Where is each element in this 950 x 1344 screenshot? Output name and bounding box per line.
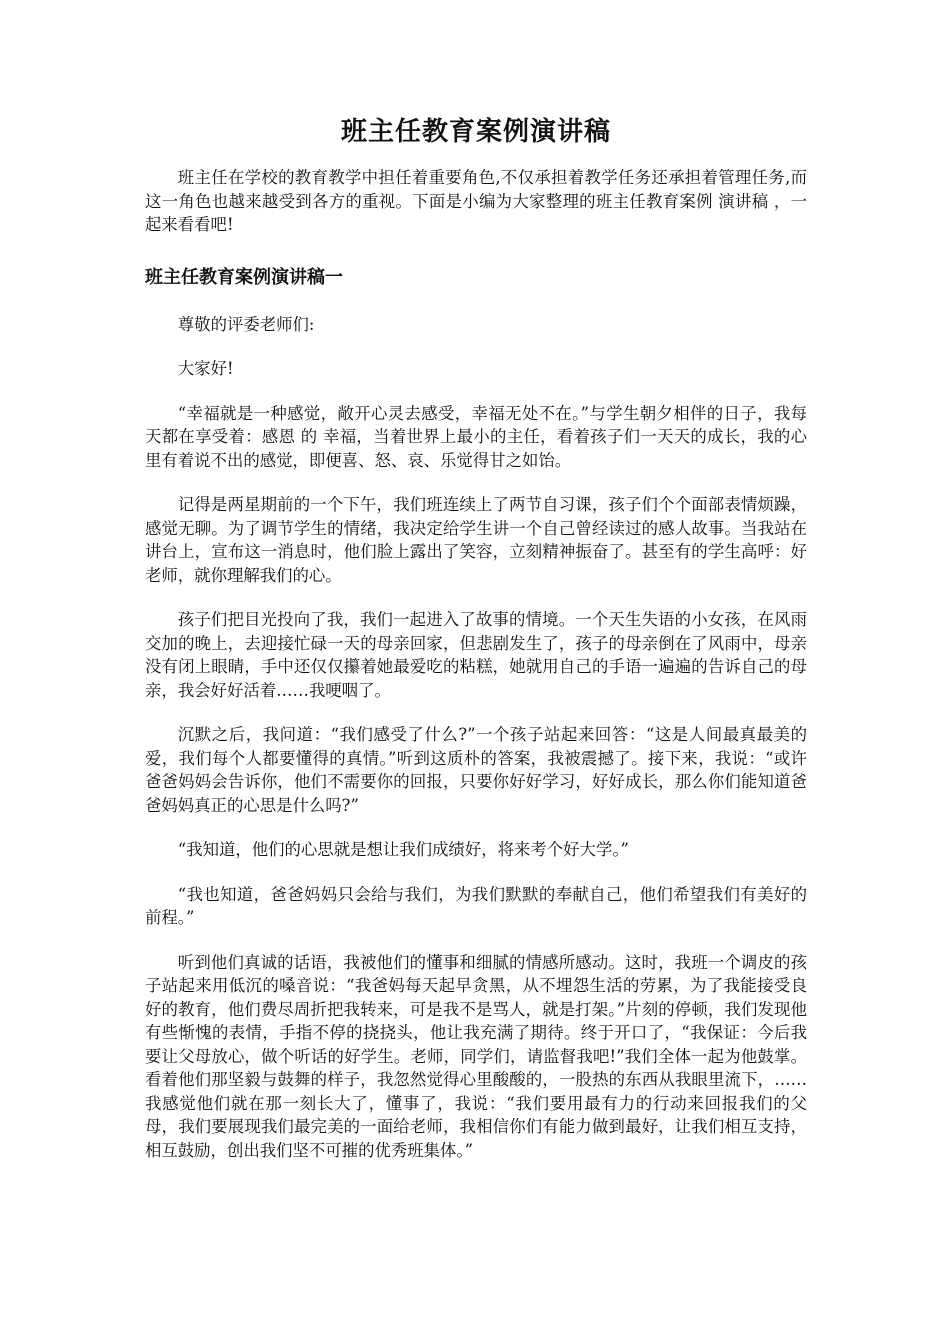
body-paragraph: 记得是两星期前的一个下午，我们班连续上了两节自习课，孩子们个个面部表情烦躁，感觉无聊。为了调节学生的情绪，我决定给学生讲一个自己曾经读过的感人故事。当我站在讲台上，宣布这一消息时，他们脸上露出了笑容，立刻精神振奋了。甚至有的学生高呼：好老师，就你理解我们的心。 xyxy=(145,495,807,585)
section-heading: 班主任教育案例演讲稿一 xyxy=(145,266,343,288)
body-paragraph: 听到他们真诚的话语，我被他们的懂事和细腻的情感所感动。这时，我班一个调皮的孩子站起来用低沉的嗓音说：“我爸妈每天起早贪黑，从不埋怨生活的劳累，为了我能接受良好的教育，他们费尽周折把我转来，可是我不是骂人，就是打架。”片刻的停顿，我们发现他有些惭愧的表情，手指不停的挠挠头，他让我充满了期待。终于开口了，“我保证：今后我要让父母放心，做个听话的好学生。老师，同学们，请监督我吧!”我们全体一起为他鼓掌。看着他们那坚毅与鼓舞的样子，我忽然觉得心里酸酸的，一股热的东西从我眼里流下，……我感觉他们就在那一刻长大了，懂事了，我说：“我们要用最有力的行动来回报我们的父母，我们要展现我们最完美的一面给老师，我相信你们有能力做到最好，让我们相互支持，相互鼓励，创出我们坚不可摧的优秀班集体。” xyxy=(145,952,807,1160)
body-paragraph: “我知道，他们的心思就是想让我们成绩好，将来考个好大学。” xyxy=(177,840,629,859)
body-paragraph: 孩子们把目光投向了我，我们一起进入了故事的情境。一个天生失语的小女孩，在风雨交加的晚上，去迎接忙碌一天的母亲回家，但悲剧发生了，孩子的母亲倒在了风雨中，母亲没有闭上眼睛，手中还仅仅攥着她最爱吃的粘糕，她就用自己的手语一遍遍的告诉自己的母亲，我会好好活着……我哽咽了。 xyxy=(145,610,807,700)
document-title: 班主任教育案例演讲稿 xyxy=(340,117,611,147)
salutation-paragraph: 尊敬的评委老师们: xyxy=(177,314,315,334)
greeting-paragraph: 大家好! xyxy=(177,359,234,378)
intro-paragraph: 班主任在学校的教育教学中担任着重要角色,不仅承担着教学任务还承担着管理任务,而这一角色也越来越受到各方的重视。下面是小编为大家整理的班主任教育案例 演讲稿 ，一起来看看吧! xyxy=(145,168,807,234)
body-paragraph: 沉默之后，我问道：“我们感受了什么?”一个孩子站起来回答：“这是人间最真最美的爱，我们每个人都要懂得的真情。”听到这质朴的答案，我被震撼了。接下来，我说：“或许爸爸妈妈会告诉你，他们不需要你的回报，只要你好好学习，好好成长，那么你们能知道爸爸妈妈真正的心思是什么吗?” xyxy=(145,725,807,815)
document-page xyxy=(145,112,807,1183)
body-paragraph: “我也知道，爸爸妈妈只会给与我们，为我们默默的奉献自己，他们希望我们有美好的前程。” xyxy=(145,884,807,927)
body-paragraph: “幸福就是一种感觉，敞开心灵去感受，幸福无处不在。”与学生朝夕相伴的日子，我每天都在享受着：感恩 的 幸福，当着世界上最小的主任，看着孩子们一天天的成长，我的心里有着说不出的感觉，即便喜、怒、哀、乐觉得甘之如饴。 xyxy=(145,403,807,470)
